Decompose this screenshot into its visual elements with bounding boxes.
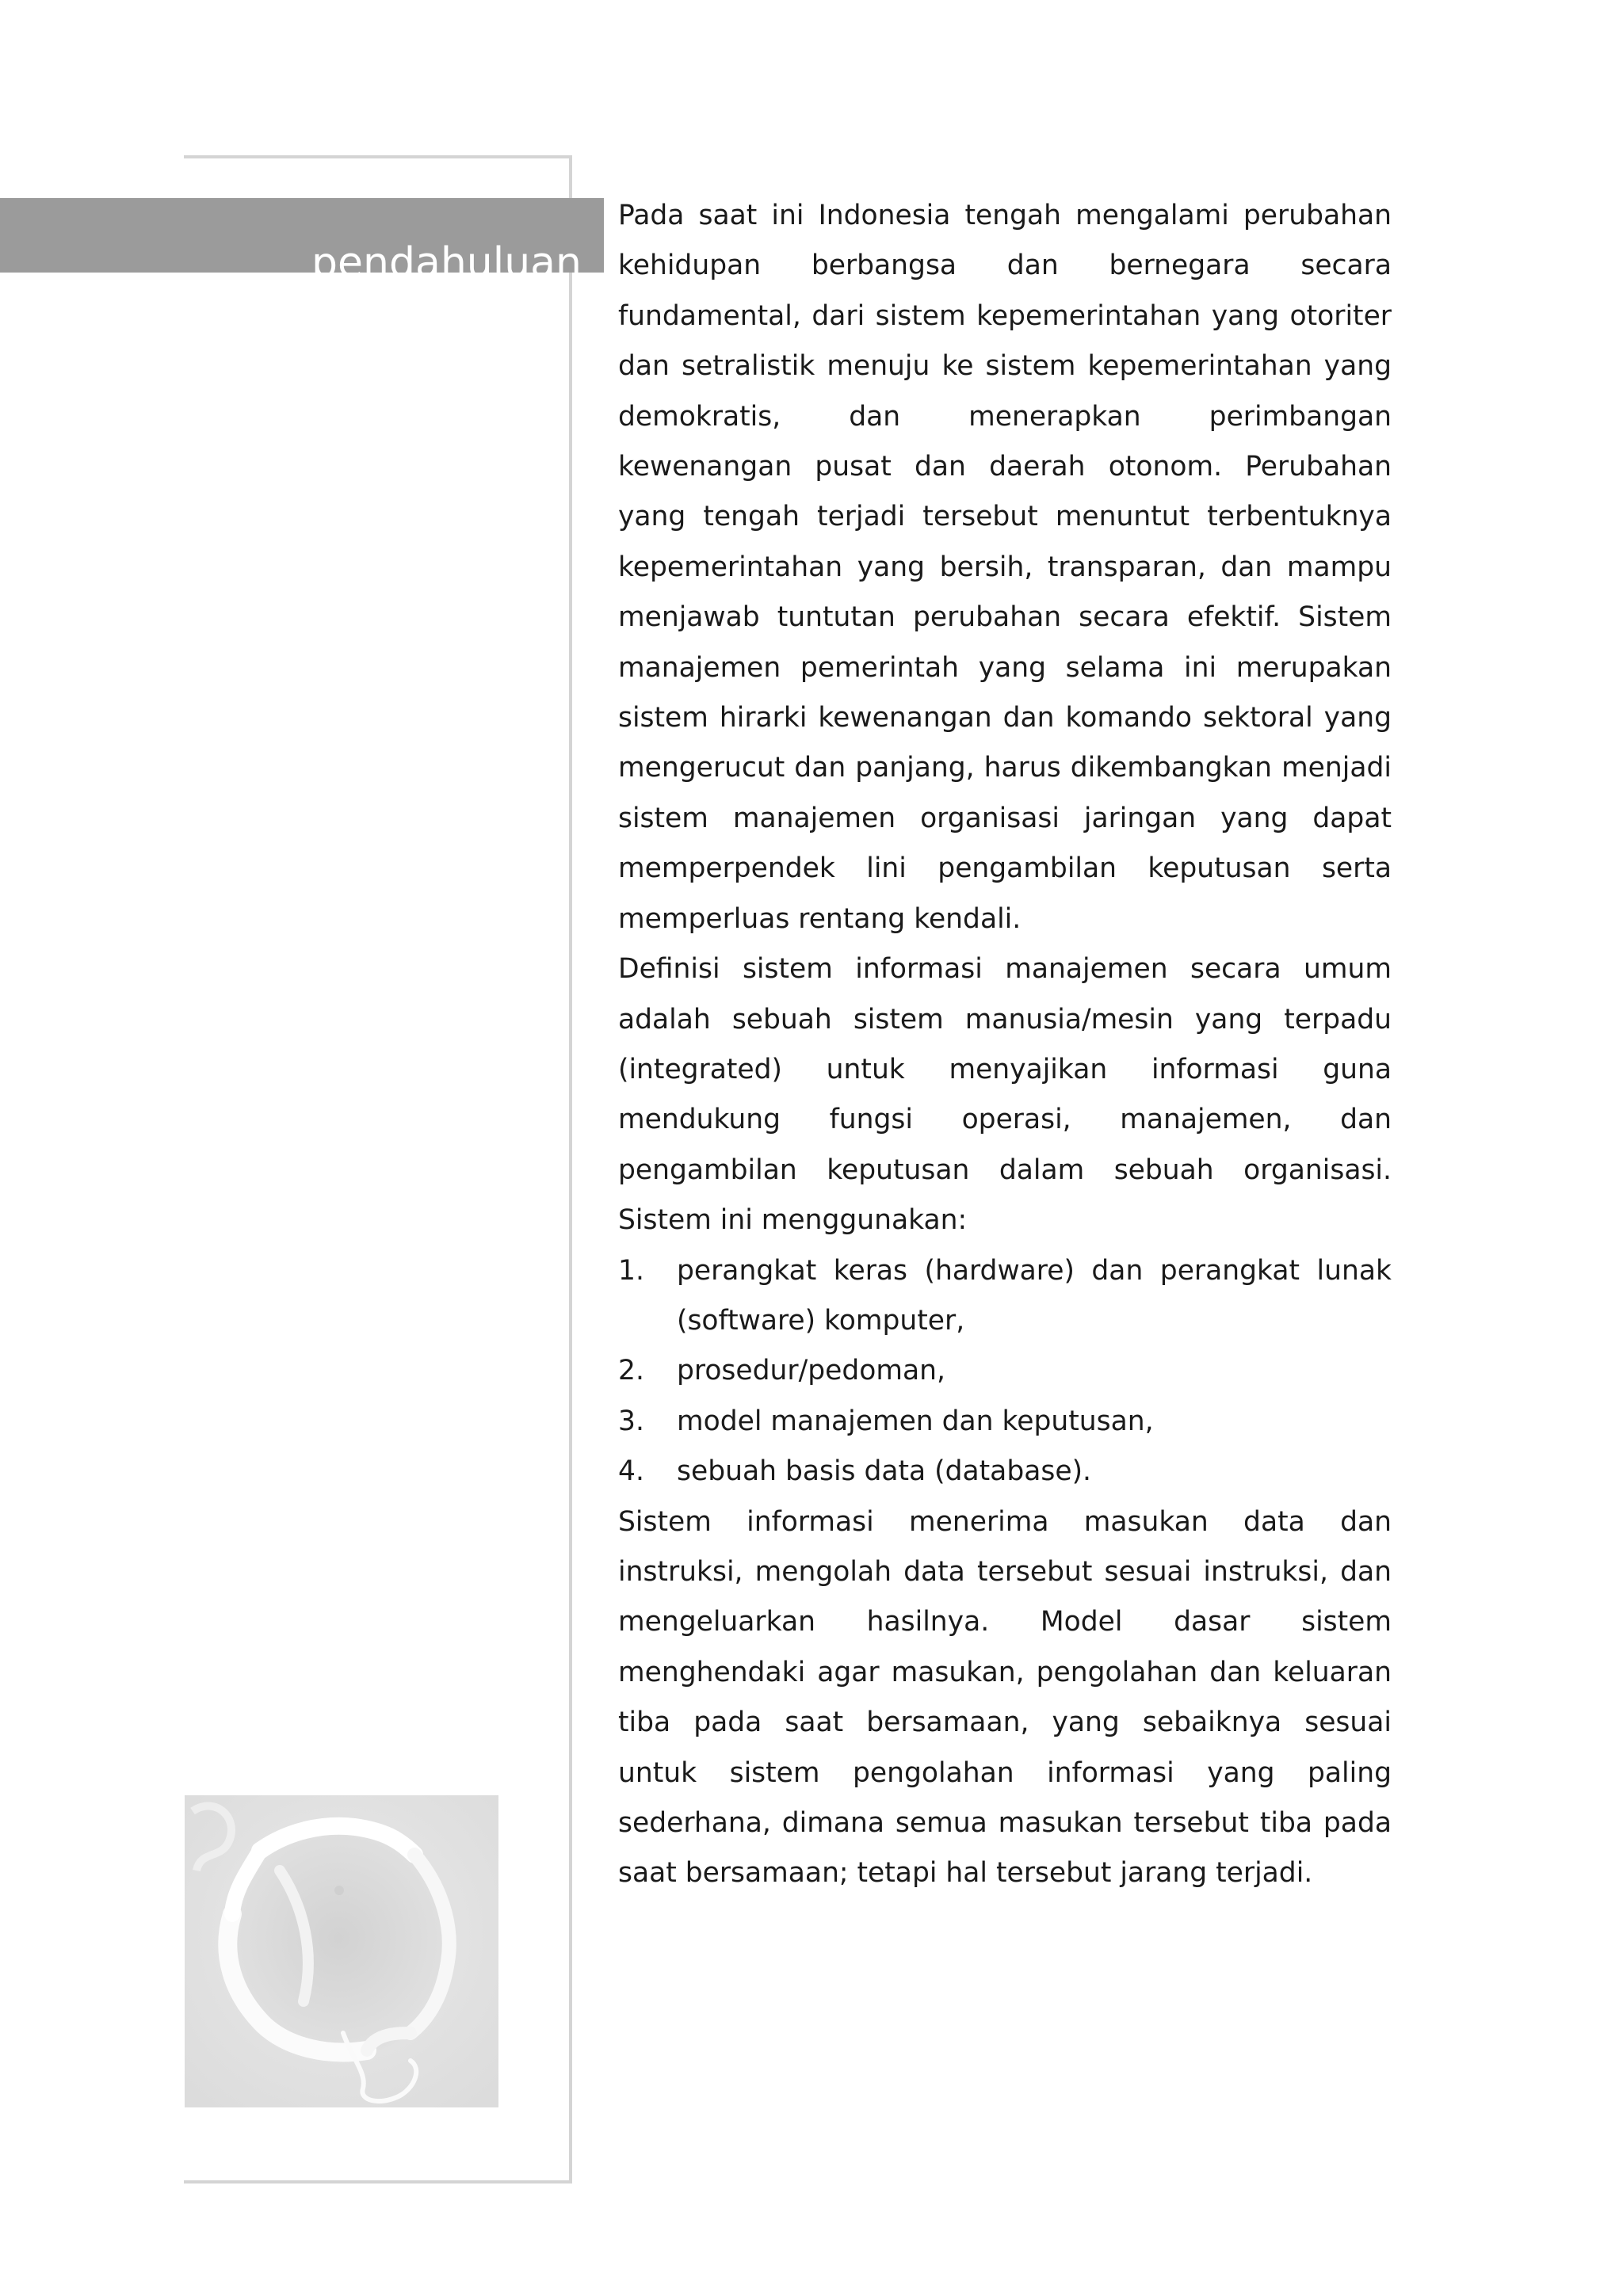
list-item-text: model manajemen dan keputusan, xyxy=(677,1405,1154,1437)
list-item-text: perangkat keras (hardware) dan perangkat lunak (software) komputer, xyxy=(677,1254,1392,1337)
list-item-number: 3. xyxy=(618,1405,644,1437)
list-item xyxy=(618,1346,1392,1396)
list-item xyxy=(618,1397,1392,1447)
list-item-text: prosedur/pedoman, xyxy=(677,1355,945,1387)
list-item-number: 2. xyxy=(618,1355,644,1387)
section-header-band xyxy=(0,198,604,287)
list-item-number: 4. xyxy=(618,1455,644,1488)
decorative-photo xyxy=(185,1795,498,2107)
crumpled-fabric-image xyxy=(185,1795,498,2107)
list-item-number: 1. xyxy=(618,1254,644,1287)
section-title: pendahuluan xyxy=(311,238,582,287)
paragraph-closing: Sistem informasi menerima masukan data dan instruksi, mengolah data tersebut sesuai instruksi, dan mengeluarkan hasilnya. Model dasar sistem menghendaki agar masukan, pengolahan dan keluaran tiba pada saat bersamaan, yang sebaiknya sesuai untuk sistem pengolahan informasi yang paling sederhana, dimana semua masukan tersebut tiba pada saat bersamaan; tetapi hal tersebut jarang terjadi. xyxy=(618,1505,1392,1890)
paragraph-definition: Definisi sistem informasi manajemen secara umum adalah sebuah sistem manusia/mesin yang terpadu (integrated) untuk menyajikan informasi guna mendukung fungsi operasi, manajemen, dan pengambilan keputusan dalam sebuah organisasi. Sistem ini menggunakan: xyxy=(618,953,1392,1237)
list-item xyxy=(618,1447,1392,1497)
list-item xyxy=(618,1246,1392,1347)
paragraph-intro: Pada saat ini Indonesia tengah mengalami perubahan kehidupan berbangsa dan bernegara secara fundamental, dari sistem kepemerintahan yang otoriter dan setralistik menuju ke sistem kepemerintahan yang demokratis, dan menerapkan perimbangan kewenangan pusat dan daerah otonom. Perubahan yang tengah terjadi tersebut menuntut terbentuknya kepemerintahan yang bersih, transparan, dan mampu menjawab tuntutan perubahan secara efektif. Sistem manajemen pemerintah yang selama ini merupakan sistem hirarki kewenangan dan komando sektoral yang mengerucut dan panjang, harus dikembangkan menjadi sistem manajemen organisasi jaringan yang dapat memperpendek lini pengambilan keputusan serta memperluas rentang kendali. xyxy=(618,200,1392,935)
components-list xyxy=(618,1246,1392,1497)
frame-vertical-rule xyxy=(569,155,572,2183)
frame-top-rule xyxy=(184,155,572,158)
list-item-text: sebuah basis data (database). xyxy=(677,1455,1091,1488)
frame-bottom-rule xyxy=(184,2180,572,2183)
body-text xyxy=(618,191,1392,1899)
